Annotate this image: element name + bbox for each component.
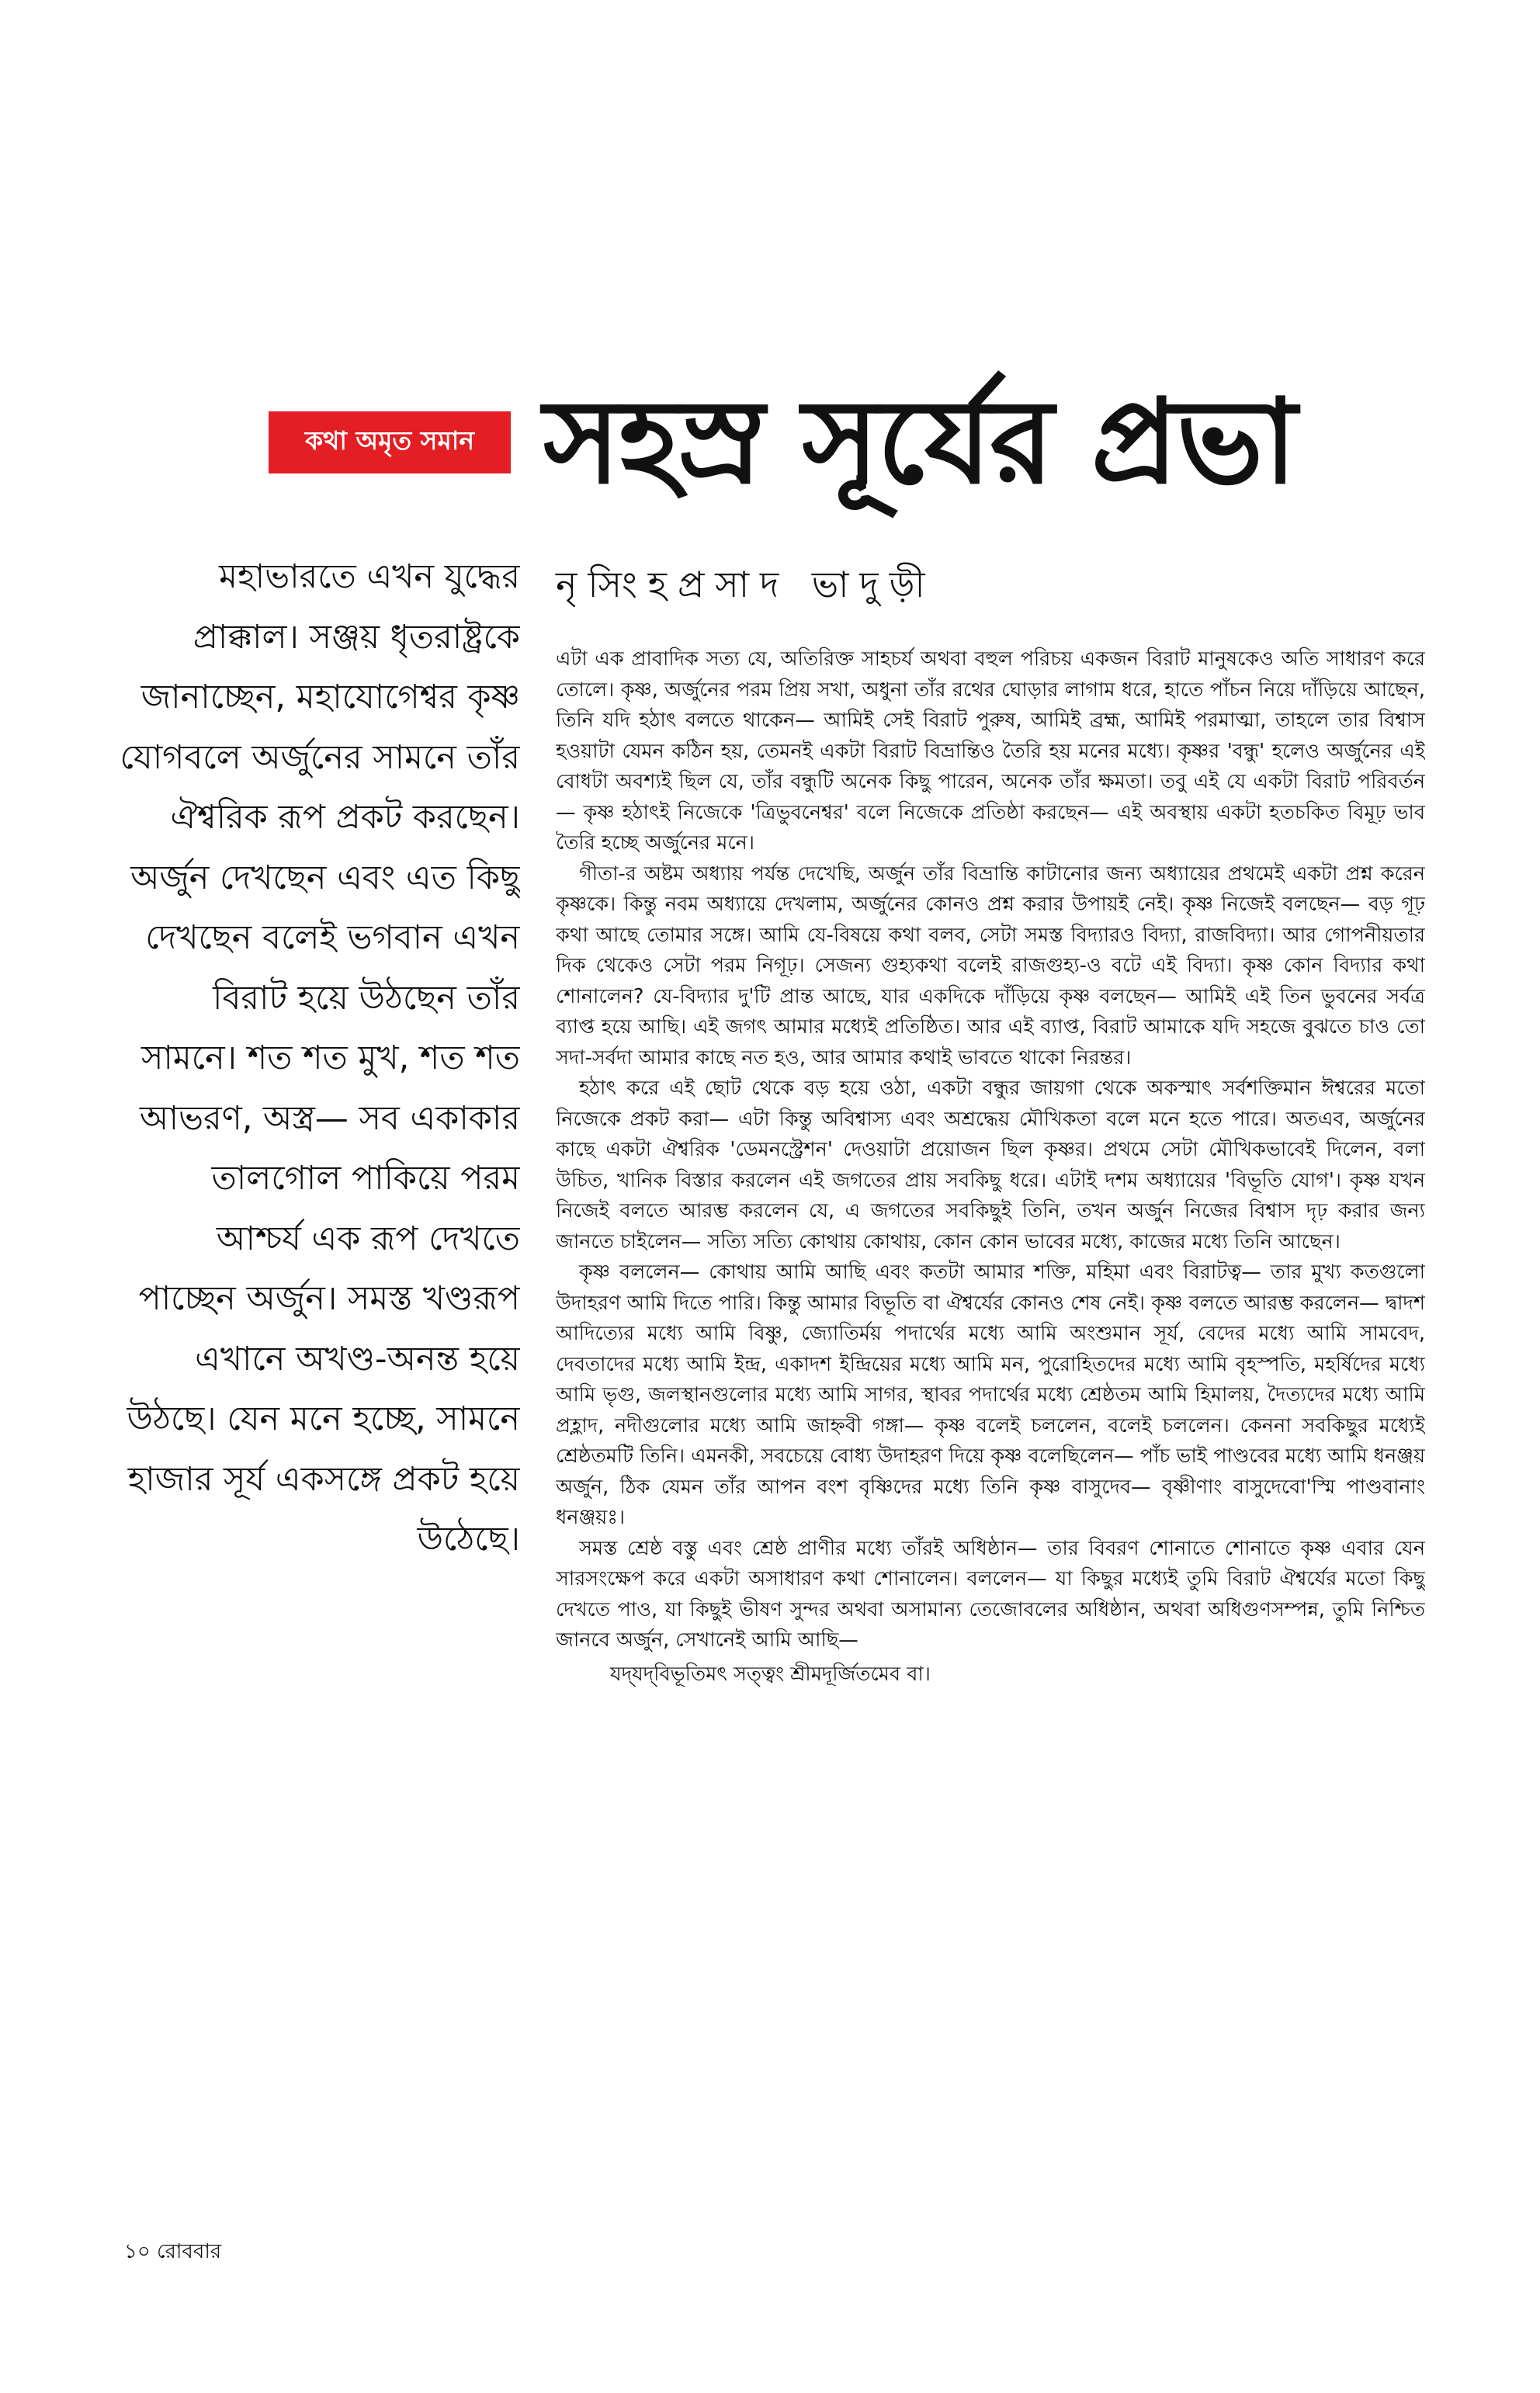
page-footer: ১০ রোববার [124,2240,222,2263]
body-paragraph: এটা এক প্রাবাদিক সত্য যে, অতিরিক্ত সাহচর্য অথবা বহুল পরিচয় একজন বিরাট মানুষকেও অতি সাধারণ করে তোলে। কৃষ্ণ, অর্জুনের পরম প্রিয় সখা, অধুনা তাঁর রথের ঘোড়ার লাগাম ধরে, হাতে পাঁচন নিয়ে দাঁড়িয়ে আছেন, তিনি যদি হঠাৎ বলতে থাকেন— আমিই সেই বিরাট পুরুষ, আমিই ব্রহ্ম, আমিই পরমাত্মা, তাহলে তার বিশ্বাস হওয়াটা যেমন কঠিন হয়, তেমনই একটা বিরাট বিভ্রান্তিও তৈরি হয় মনের মধ্যে। কৃষ্ণর 'বন্ধু' হলেও অর্জুনের এই বোধটা অবশ্যই ছিল যে, তাঁর বন্ধুটি অনেক কিছু পারেন, অনেক তাঁর ক্ষমতা। তবু এই যে একটা বিরাট পরিবর্তন— কৃষ্ণ হঠাৎই নিজেকে 'ত্রিভুবনেশ্বর' বলে নিজেকে প্রতিষ্ঠা করছেন— এই অবস্থায় একটা হতচকিত বিমূঢ় ভাব তৈরি হচ্ছে অর্জুনের মনে। [556,647,1425,855]
pull-quote: মহাভারতে এখন যুদ্ধের প্রাক্কাল। সঞ্জয় ধৃতরাষ্ট্রকে জানাচ্ছেন, মহাযোগেশ্বর কৃষ্ণ যোগবলে অর্জুনের সামনে তাঁর ঐশ্বরিক রূপ প্রকট করছেন। অর্জুন দেখছেন এবং এত কিছু দেখছেন বলেই ভগবান এখন বিরাট হয়ে উঠছেন তাঁর সামনে। শত শত মুখ, শত শত আভরণ, অস্ত্র— সব একাকার তালগোল পাকিয়ে পরম আশ্চর্য এক রূপ দেখতে পাচ্ছেন অর্জুন। সমস্ত খণ্ডরূপ এখানে অখণ্ড-অনন্ত হয়ে উঠছে। যেন মনে হচ্ছে, সামনে হাজার সূর্য একসঙ্গে প্রকট হয়ে উঠেছে। [120,557,520,1559]
section-badge: কথা অমৃত সমান [269,411,511,473]
article-title: সহস্র সূর্যের প্রভা [543,375,1296,510]
body-paragraph: গীতা-র অষ্টম অধ্যায় পর্যন্ত দেখেছি, অর্জুন তাঁর বিভ্রান্তি কাটানোর জন্য অধ্যায়ের প্রথমেই একটা প্রশ্ন করেন কৃষ্ণকে। কিন্তু নবম অধ্যায়ে দেখলাম, অর্জুনের কোনও প্রশ্ন করার উপায়ই নেই। কৃষ্ণ নিজেই বলছেন— বড় গূঢ় কথা আছে তোমার সঙ্গে। আমি যে-বিষয়ে কথা বলব, সেটা সমস্ত বিদ্যারও বিদ্যা, রাজবিদ্যা। আর গোপনীয়তার দিক থেকেও সেটা পরম নিগূঢ়। সেজন্য গুহ্যকথা বলেই রাজগুহ্য-ও বটে এই বিদ্যা। কৃষ্ণ কোন বিদ্যার কথা শোনালেন? যে-বিদ্যার দু'টি প্রান্ত আছে, যার একদিকে দাঁড়িয়ে কৃষ্ণ বলছেন— আমিই এই তিন ভুবনের সর্বত্র ব্যাপ্ত হয়ে আছি। এই জগৎ আমার মধ্যেই প্রতিষ্ঠিত। আর এই ব্যাপ্ত, বিরাট আমাকে যদি সহজে বুঝতে চাও তো সদা-সর্বদা আমার কাছে নত হও, আর আমার কথাই ভাবতে থাকো নিরন্তর। [556,862,1425,1070]
sanskrit-verse: যদ্‌যদ্‌বিভূতিমৎ সত্ত্বং শ্রীমদূর্জিতমেব বা। [610,1662,931,1686]
author-byline: নৃসিংহপ্রসাদ ভাদুড়ী [556,564,936,605]
body-paragraph: হঠাৎ করে এই ছোট থেকে বড় হয়ে ওঠা, একটা বন্ধুর জায়গা থেকে অকস্মাৎ সর্বশক্তিমান ঈশ্বরের মতো নিজেকে প্রকট করা— এটা কিন্তু অবিশ্বাস্য এবং অশ্রদ্ধেয় মৌখিকতা বলে মনে হতে পারে। অতএব, অর্জুনের কাছে একটা ঐশ্বরিক 'ডেমনস্ট্রেশন' দেওয়াটা প্রয়োজন ছিল কৃষ্ণর। প্রথমে সেটা মৌখিকভাবেই দিলেন, বলা উচিত, খানিক বিস্তার করলেন এই জগতের প্রায় সবকিছু ধরে। এটাই দশম অধ্যায়ের 'বিভূতি যোগ'। কৃষ্ণ যখন নিজেই বলতে আরম্ভ করলেন যে, এ জগতের সবকিছুই তিনি, তখন অর্জুন নিজের বিশ্বাস দৃঢ় করার জন্য জানতে চাইলেন— সত্যি সত্যি কোথায় কোথায়, কোন কোন ভাবের মধ্যে, কাজের মধ্যে তিনি আছেন। [556,1077,1425,1254]
article-body [556,644,1425,2181]
body-paragraph: সমস্ত শ্রেষ্ঠ বস্তু এবং শ্রেষ্ঠ প্রাণীর মধ্যে তাঁরই অধিষ্ঠান— তার বিবরণ শোনাতে শোনাতে কৃষ্ণ এবার যেন সারসংক্ষেপ করে একটা অসাধারণ কথা শোনালেন। বললেন— যা কিছুর মধ্যেই তুমি বিরাট ঐশ্বর্যের মতো কিছু দেখতে পাও, যা কিছুই ভীষণ সুন্দর অথবা অসামান্য তেজোবলের অধিষ্ঠান, অথবা অধিগুণসম্পন্ন, তুমি নিশ্চিত জানবে অর্জুন, সেখানেই আমি আছি— [556,1536,1425,1652]
body-paragraph: কৃষ্ণ বললেন— কোথায় আমি আছি এবং কতটা আমার শক্তি, মহিমা এবং বিরাটত্ব— তার মুখ্য কতগুলো উদাহরণ আমি দিতে পারি। কিন্তু আমার বিভূতি বা ঐশ্বর্যের কোনও শেষ নেই। কৃষ্ণ বলতে আরম্ভ করলেন— দ্বাদশ আদিত্যের মধ্যে আমি বিষ্ণু, জ্যোতির্ময় পদার্থের মধ্যে আমি অংশুমান সূর্য, বেদের মধ্যে আমি সামবেদ, দেবতাদের মধ্যে আমি ইন্দ্র, একাদশ ইন্দ্রিয়ের মধ্যে আমি মন, পুরোহিতদের মধ্যে আমি বৃহস্পতি, মহর্ষিদের মধ্যে আমি ভৃগু, জলস্থানগুলোর মধ্যে আমি সাগর, স্থাবর পদার্থের মধ্যে শ্রেষ্ঠতম আমি হিমালয়, দৈত্যদের মধ্যে আমি প্রহ্লাদ, নদীগুলোর মধ্যে আমি জাহ্নবী গঙ্গা— কৃষ্ণ বলেই চললেন, বলেই চললেন। কেননা সবকিছুর মধ্যেই শ্রেষ্ঠতমটি তিনি। এমনকী, সবচেয়ে বোধ্য উদাহরণ দিয়ে কৃষ্ণ বলেছিলেন— পাঁচ ভাই পাণ্ডবের মধ্যে আমি ধনঞ্জয় অর্জুন, ঠিক যেমন তাঁর আপন বংশ বৃষ্ণিদের মধ্যে তিনি কৃষ্ণ বাসুদেব— বৃষ্ণীণাং বাসুদেবো'স্মি পাণ্ডবানাং ধনঞ্জয়ঃ। [556,1261,1425,1529]
